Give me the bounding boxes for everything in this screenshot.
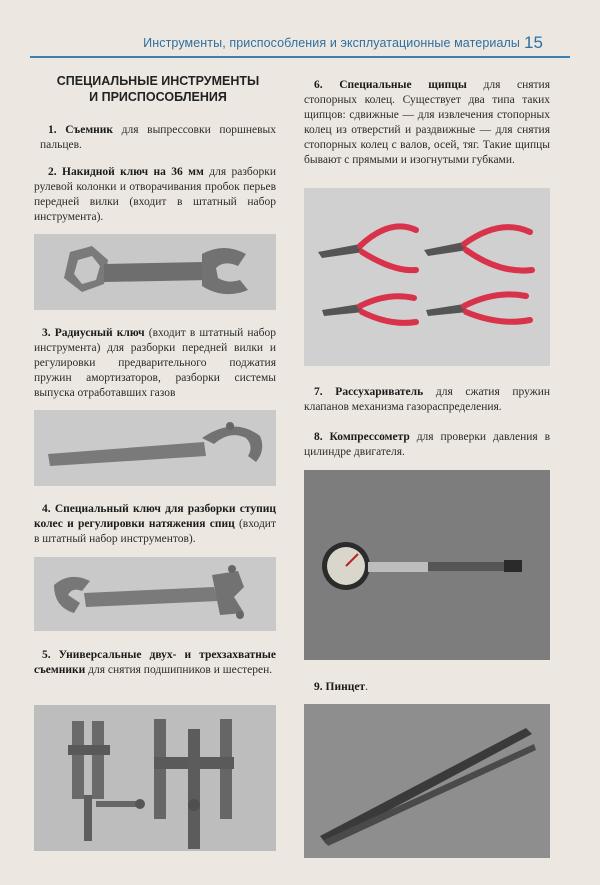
item-3-text: (входит в штатный набор инструмента) для разборки передней вилки и регулировки предварительного поджатия пружин амортизаторов, разборки системы выпуска отработавших газов (34, 327, 276, 399)
hub-wrench-icon (54, 565, 244, 619)
gauge-icon (322, 542, 370, 590)
item-3-lead: 3. Радиусный ключ (42, 327, 145, 339)
item-3 (34, 326, 276, 401)
item-6 (304, 78, 550, 168)
photo-compression-tester (304, 470, 550, 660)
item-2 (34, 165, 276, 225)
running-title: Инструменты, приспособления и эксплуатационные материалы (143, 36, 520, 50)
item-4-lead: 4. Специальный ключ для разборки ступиц колес и регулировки натяжения спиц (34, 503, 276, 530)
photo-hook-spanner (34, 410, 276, 486)
plier-icon (424, 227, 532, 270)
item-8-lead: 8. Компрессометр (314, 431, 410, 443)
section-title (34, 73, 282, 105)
item-6-text: для снятия стопорных колец. Существует два типа таких щипцов: сдвижные — для извлечения стопорных колец из отверстий и раздвижные — для снятия стопорных колец с валов, осей, тяг. Такие щипцы бывают с прямыми и изогнутыми губками. (304, 79, 550, 166)
section-title-line1: СПЕЦИАЛЬНЫЕ ИНСТРУМЕНТЫ (56, 74, 260, 88)
section-title-line2: И ПРИСПОСОБЛЕНИЯ (89, 90, 227, 104)
item-9-text: . (365, 681, 368, 693)
hose-icon (368, 560, 522, 572)
item-4-text: (входит в штатный набор инструментов). (34, 518, 276, 545)
hook-spanner-icon (48, 422, 262, 466)
item-1 (40, 123, 276, 153)
tweezers-icon (320, 728, 536, 846)
item-9-lead: 9. Пинцет (314, 681, 366, 693)
photo-snap-ring-pliers (304, 188, 550, 366)
item-5-lead: 5. Универсальные двух- и трехзахватные съемники (34, 649, 276, 676)
plier-icon (318, 226, 416, 270)
item-8-text: для проверки давления в цилиндре двигателя. (304, 431, 550, 458)
item-1-lead: 1. Съемник (48, 124, 114, 136)
photo-ring-spanner (34, 234, 276, 310)
two-jaw-puller-icon (68, 721, 145, 841)
item-2-text: для разборки рулевой колонки и отворачивания пробок перьев передней вилки (входит в штатный набор инструмента). (34, 166, 276, 223)
ring-spanner-icon (64, 246, 248, 294)
item-5-text: для снятия подшипников и шестерен. (85, 664, 273, 676)
item-1-text: для выпрессовки поршневых пальцев. (40, 124, 277, 151)
photo-tweezers (304, 704, 550, 858)
item-9 (304, 680, 550, 695)
page-number: 15 (524, 33, 543, 52)
plier-icon (322, 296, 416, 323)
header-rule (30, 56, 570, 58)
photo-hub-wrench (34, 557, 276, 631)
three-jaw-puller-icon (154, 719, 234, 849)
item-2-lead: 2. Накидной ключ на 36 мм (48, 166, 204, 178)
item-5 (34, 648, 276, 678)
item-7-lead: 7. Рассухариватель (314, 386, 424, 398)
item-6-lead: 6. Специальные щипцы (314, 79, 467, 91)
photo-pullers (34, 705, 276, 851)
item-7-text: для сжатия пружин клапанов механизма газораспределения. (304, 386, 551, 413)
plier-icon (426, 294, 530, 321)
item-7 (304, 385, 550, 415)
item-8 (304, 430, 550, 460)
item-4 (34, 502, 276, 547)
